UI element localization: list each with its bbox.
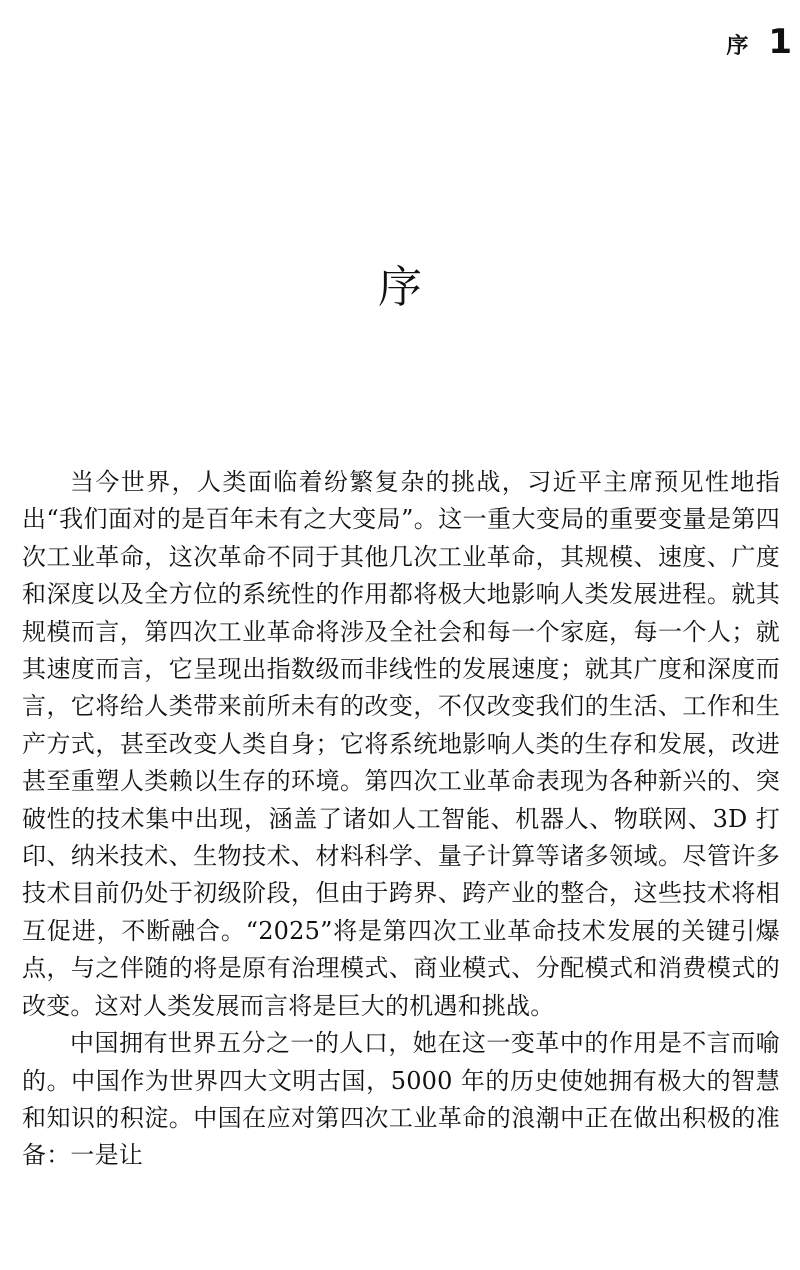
paragraph-1: 当今世界，人类面临着纷繁复杂的挑战，习近平主席预见性地指出“我们面对的是百年未有之大变局”。这一重大变局的重要变量是第四次工业革命，这次革命不同于其他几次工业革命，其规模、速度、广度和深度以及全方位的系统性的作用都将极大地影响人类发展进程。就其规模而言，第四次工业革命将涉及全社会和每一个家庭，每一个人；就其速度而言，它呈现出指数级而非线性的发展速度；就其广度和深度而言，它将给人类带来前所未有的改变，不仅改变我们的生活、工作和生产方式，甚至改变人类自身；它将系统地影响人类的生存和发展，改进甚至重塑人类赖以生存的环境。第四次工业革命表现为各种新兴的、突破性的技术集中出现，涵盖了诸如人工智能、机器人、物联网、3D 打印、纳米技术、生物技术、材料科学、量子计算等诸多领域。尽管许多技术目前仍处于初级阶段，但由于跨界、跨产业的整合，这些技术将相互促进，不断融合。“2025”将是第四次工业革命技术发展的关键引爆点，与之伴随的将是原有治理模式、商业模式、分配模式和消费模式的改变。这对人类发展而言将是巨大的机遇和挑战。 (22, 468, 780, 1020)
chapter-title: 序 (378, 262, 422, 313)
page-number: 1 (768, 22, 792, 62)
body-text (22, 464, 780, 1175)
running-header-title: 序 (726, 34, 749, 59)
paragraph-2: 中国拥有世界五分之一的人口，她在这一变革中的作用是不言而喻的。中国作为世界四大文明古国，5000 年的历史使她拥有极大的智慧和知识的积淀。中国在应对第四次工业革命的浪潮中正在做出积极的准备：一是让 (22, 1029, 780, 1170)
running-header (726, 22, 792, 62)
